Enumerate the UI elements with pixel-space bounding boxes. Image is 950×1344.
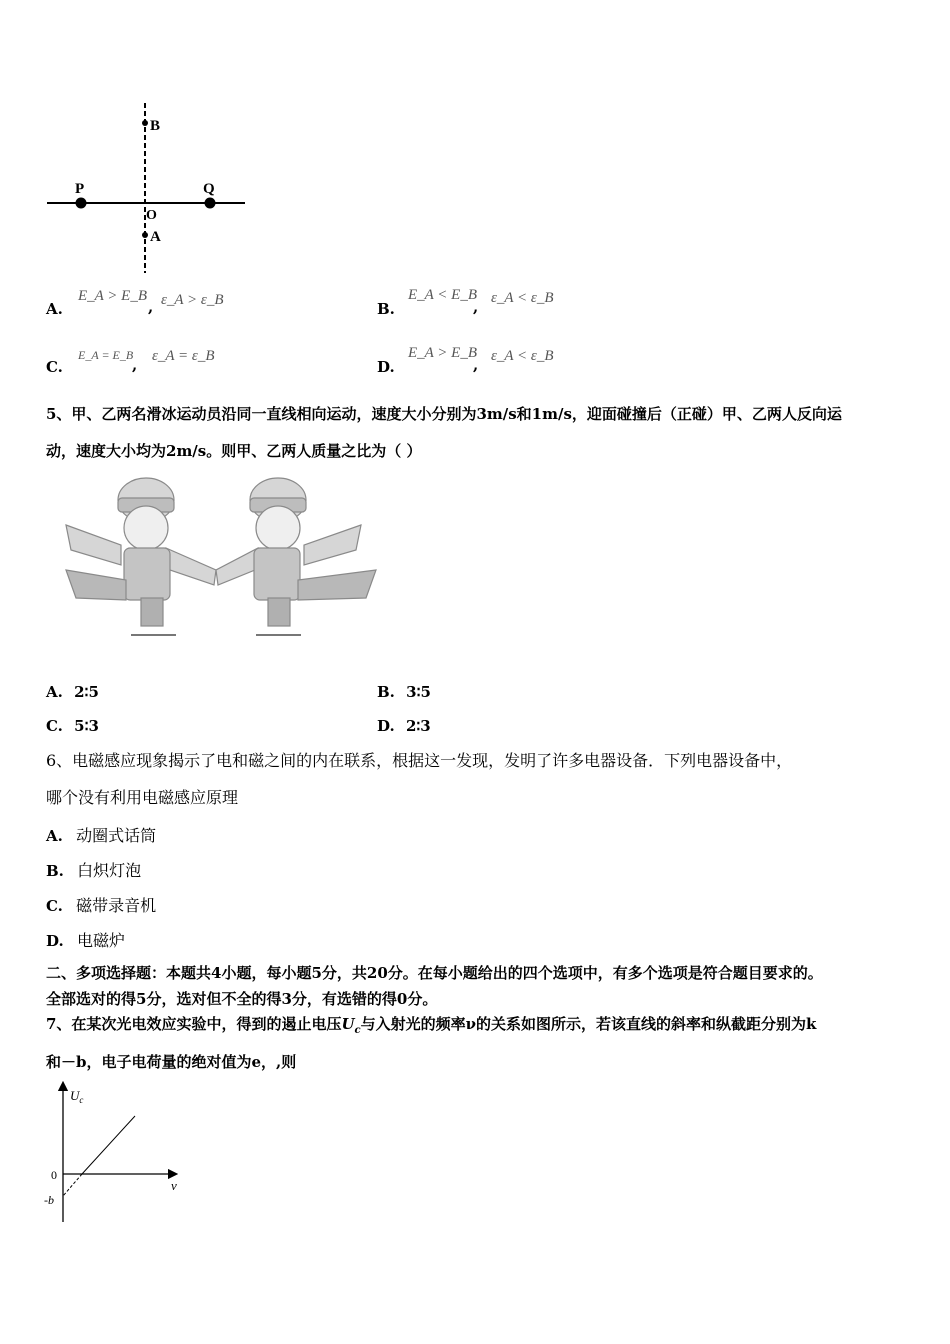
q4-option-c-label: C. — [46, 358, 63, 376]
q6-option-b-text: 白炽灯泡 — [77, 861, 142, 880]
section2-line2: 全部选对的得5分，选对但不全的得3分，有选错的得0分。 — [46, 990, 438, 1008]
q7-stem-line1 — [46, 1014, 816, 1041]
q4-option-b[interactable] — [377, 287, 677, 320]
q5-option-c-label: C. — [46, 717, 63, 735]
q7-stem-sub: c — [354, 1025, 361, 1036]
point-a — [142, 232, 148, 238]
q4-option-b-expr2: ε_A < ε_B — [491, 290, 554, 306]
q6-option-a-label: A. — [46, 827, 63, 845]
point-q — [205, 198, 216, 209]
section2-line1: 二、多项选择题：本题共4小题，每小题5分，共20分。在每小题给出的四个选项中，有多个选项是符合题目要求的。 — [46, 964, 823, 982]
q5-option-b-text: 3∶5 — [406, 683, 431, 701]
q5-option-b[interactable] — [377, 683, 431, 701]
q5-option-a-label: A. — [46, 683, 63, 701]
q6-stem-line1: 6、电磁感应现象揭示了电和磁之间的内在联系，根据这一发现，发明了许多电器设备．下列电器设备中， — [46, 751, 793, 770]
q6-stem-line2: 哪个没有利用电磁感应原理 — [46, 788, 239, 807]
label-a: A — [150, 229, 161, 245]
q4-option-d-expr2: ε_A < ε_B — [491, 348, 554, 364]
x-axis-label: ν — [171, 1178, 177, 1193]
q5-option-d[interactable] — [377, 717, 431, 735]
skaters-illustration — [46, 470, 382, 650]
q4-option-b-expr1: E_A < E_B — [408, 287, 478, 303]
label-b: B — [150, 118, 161, 134]
label-p: P — [75, 181, 85, 197]
q6-option-c-text: 磁带录音机 — [76, 896, 157, 915]
label-q: Q — [203, 181, 215, 197]
q6-option-c[interactable] — [46, 893, 156, 916]
skater-right — [216, 478, 376, 635]
q4-option-c[interactable] — [46, 348, 346, 378]
q4-option-b-label: B. — [377, 300, 395, 318]
q5-option-a[interactable] — [46, 683, 99, 701]
q5-stem-line2: 动，速度大小均为2m/s。则甲、乙两人质量之比为（ ） — [46, 442, 422, 460]
q4-option-a-comma: , — [148, 298, 154, 316]
q4-option-a-expr2: ε_A > ε_B — [161, 292, 224, 308]
q5-option-d-text: 2∶3 — [405, 717, 431, 735]
q6-option-c-label: C. — [46, 897, 63, 915]
q4-option-c-expr2: ε_A = ε_B — [152, 348, 215, 364]
q5-option-d-label: D. — [377, 717, 395, 735]
graph-line — [82, 1116, 135, 1174]
q6-option-d-label: D. — [46, 932, 64, 950]
q5-option-c[interactable] — [46, 717, 99, 735]
q5-option-b-label: B. — [377, 683, 395, 701]
q7-stem-line1-a: 7、在某次光电效应实验中，得到的遏止电压 — [46, 1015, 342, 1033]
y-axis-label: $U_c$ — [70, 1088, 84, 1105]
q6-option-a-text: 动圈式话筒 — [76, 826, 157, 845]
q4-option-b-comma: , — [473, 298, 479, 316]
intercept-label: -b — [44, 1193, 54, 1207]
field-diagram — [40, 95, 260, 280]
q5-stem-line1: 5、甲、乙两名滑冰运动员沿同一直线相向运动，速度大小分别为3m/s和1m/s，迎面碰撞后（正碰）甲、乙两人反向运 — [46, 405, 842, 423]
q6-option-a[interactable] — [46, 823, 156, 846]
q7-stem-line2: 和－b，电子电荷量的绝对值为e，,则 — [46, 1053, 297, 1071]
extrapolated-dashed — [63, 1174, 82, 1196]
q6-option-b[interactable] — [46, 858, 141, 881]
q4-option-d[interactable] — [377, 345, 677, 378]
q6-option-d-text: 电磁炉 — [76, 931, 125, 950]
q4-option-a-expr1: E_A > E_B — [78, 288, 148, 304]
q7-stem-var: U — [341, 1015, 355, 1033]
q4-option-a-label: A. — [46, 300, 63, 318]
q6-option-b-label: B. — [46, 862, 64, 880]
q4-option-a[interactable] — [46, 290, 346, 320]
uc-vs-frequency-graph — [40, 1078, 190, 1226]
q4-option-d-expr1: E_A > E_B — [408, 345, 478, 361]
q7-stem-line1-b: 与入射光的频率ν的关系如图所示，若该直线的斜率和纵截距分别为k — [360, 1015, 817, 1033]
q5-option-a-text: 2∶5 — [74, 683, 99, 701]
point-b — [142, 120, 148, 126]
point-p — [76, 198, 87, 209]
q4-option-c-expr1: E_A = E_B — [78, 348, 134, 362]
q5-option-c-text: 5∶3 — [74, 717, 99, 735]
q4-option-d-label: D. — [377, 358, 395, 376]
q4-option-d-comma: , — [473, 356, 479, 374]
q6-option-d[interactable] — [46, 928, 125, 951]
skater-left — [66, 478, 216, 635]
label-o: O — [146, 208, 157, 223]
origin-label: 0 — [51, 1168, 57, 1182]
q4-option-c-comma: , — [132, 356, 138, 374]
